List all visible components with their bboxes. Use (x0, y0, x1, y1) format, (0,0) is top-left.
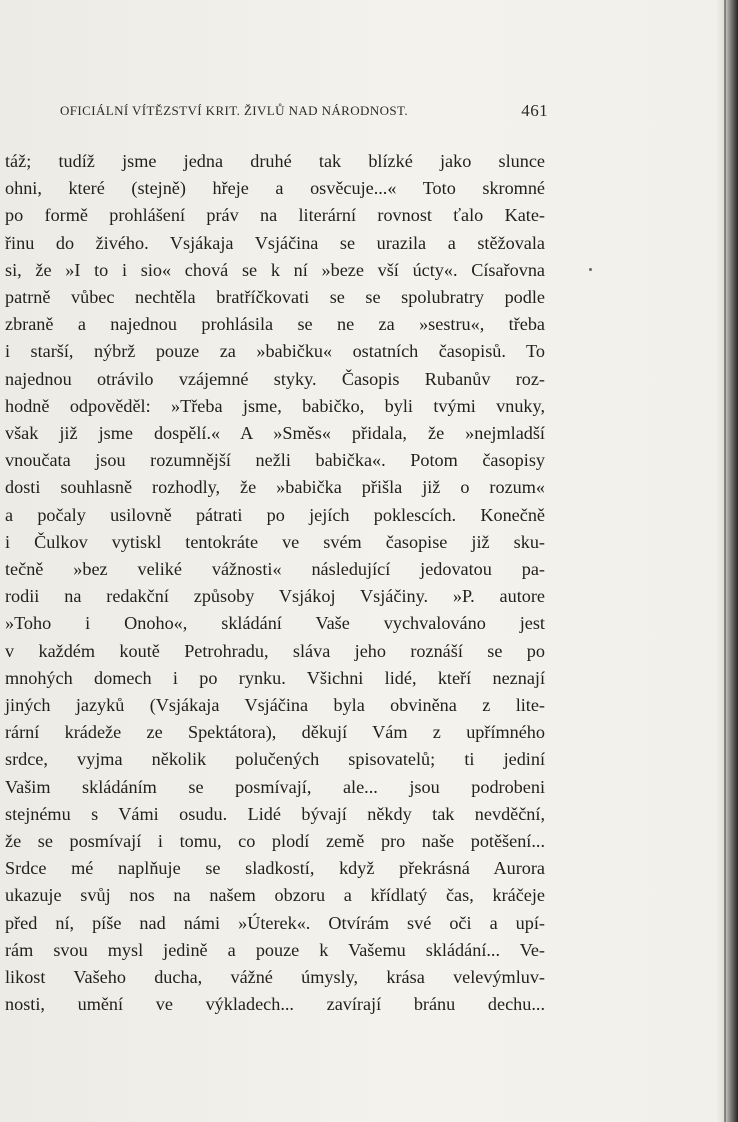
text-line: hodně odpověděl: »Třeba jsme, babičko, byli tvými vnuky, (5, 395, 545, 416)
text-line: Vašim skládáním se posmívají, ale... jsou podrobeni (5, 776, 545, 797)
text-line: jiných jazyků (Vsjákaja Vsjáčina byla obviněna z lite- (5, 695, 545, 716)
running-title: OFICIÁLNÍ VÍTĚZSTVÍ KRIT. ŽIVLŮ NAD NÁRODNOST. (60, 103, 409, 118)
text-line: i starší, nýbrž pouze za »babičku« ostatních časopisů. To (5, 341, 545, 362)
text-line: v každém koutě Petrohradu, sláva jeho roznáší se po (5, 640, 545, 661)
text-line: že se posmívají i tomu, co plodí země pro naše potěšení... (5, 831, 545, 852)
body-text (5, 148, 545, 1019)
running-head (60, 101, 548, 125)
text-line: zbraně a najednou prohlásila se ne za »sestru«, třeba (5, 314, 545, 335)
text-line: táž; tudíž jsme jedna druhé tak blízké jako slunce (5, 151, 545, 171)
text-line: řinu do živého. Vsjákaja Vsjáčina se urazila a stěžovala (5, 232, 545, 253)
text-line: likost Vašeho ducha, vážné úmysly, krása velevýmluv- (5, 967, 545, 988)
text-line: a počaly usilovně pátrati po jejích poklescích. Konečně (5, 504, 545, 525)
book-spine-shadow (716, 0, 738, 1122)
text-line: ukazuje svůj nos na našem obzoru a křídlatý čas, kráčeje (5, 885, 545, 906)
text-line: rární krádeže ze Spektátora), děkují Vám z upřímného (5, 722, 545, 743)
text-line: před ní, píše nad námi »Úterek«. Otvírám své oči a upí- (5, 912, 545, 933)
text-line: najednou otrávilo vzájemné styky. Časopis Rubanův roz- (5, 368, 545, 389)
text-line: po formě prohlášení práv na literární rovnost ťalo Kate- (5, 205, 545, 226)
text-line: rám svou mysl jedině a pouze k Vašemu skládání... Ve- (5, 939, 545, 960)
text-line: i Čulkov vytiskl tentokráte ve svém časopise již sku- (5, 531, 545, 552)
text-line: »Toho i Onoho«, skládání Vaše vychvalováno jest (5, 613, 545, 634)
text-line: však již jsme dospělí.« A »Směs« přidala, že »nejmladší (5, 423, 545, 444)
page-number: 461 (521, 101, 548, 120)
text-line: Srdce mé naplňuje se sladkostí, když překrásná Aurora (5, 858, 545, 879)
text-line: nosti, umění ve výkladech... zavírají bránu dechu... (5, 994, 545, 1015)
paper-speck (589, 268, 592, 271)
text-line: mnohých domech i po rynku. Všichni lidé, kteří neznají (5, 667, 545, 688)
text-line: si, že »I to i sio« chová se k ní »beze vší úcty«. Císařovna (5, 259, 545, 280)
text-line: tečně »bez veliké vážnosti« následující jedovatou pa- (5, 559, 545, 580)
text-line: vnoučata jsou rozumnější nežli babička«. Potom časopisy (5, 450, 545, 471)
text-line: srdce, vyjma několik polučených spisovatelů; ti jediní (5, 749, 545, 770)
text-line: patrně vůbec nechtěla bratříčkovati se se spolubratry podle (5, 287, 545, 308)
text-line: stejnému s Vámi osudu. Lidé bývají někdy tak nevděční, (5, 803, 545, 824)
text-line: rodii na redakční způsoby Vsjákoj Vsjáčiny. »P. autore (5, 586, 545, 607)
text-line: ohni, které (stejně) hřeje a osvěcuje...« Toto skromné (5, 178, 545, 199)
text-line: dosti souhlasně rozhodly, že »babička přišla již o rozum« (5, 477, 545, 498)
